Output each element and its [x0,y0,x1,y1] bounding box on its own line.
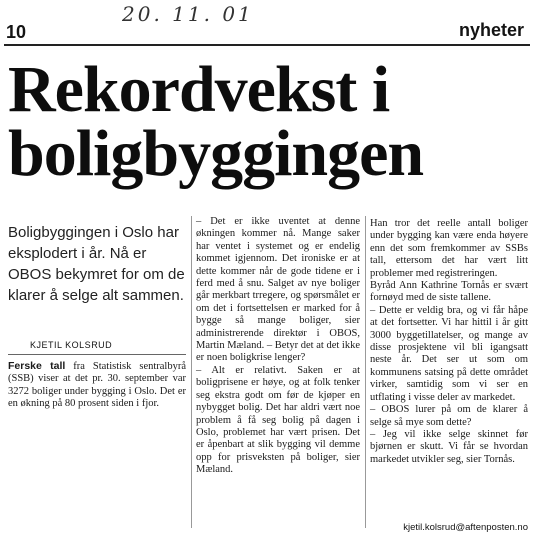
byline-rule [8,354,186,355]
column-3-paragraph-1: Han tror det reelle antall boliger under bygging kan være enda høyere enn det som fremkommer av SSBs tall, ettersom det har vært litt problemer med registreringen. [370,218,528,279]
header-rule [4,44,530,46]
headline-line-2: boligbyggingen [8,117,424,190]
column-2-paragraph-1: – Det er ikke uventet at denne økningen kommer nå. Mange saker har ventet i systemet og er endelig kommet igjennom. Det ironiske er at dette kommer når de gode tidene er i ferd med å snu. Salget av nye boliger går merkbart trregere, og spørsmålet er om det i fortsettelsen er marked for å bygge så mange boliger, sier administrerende direktør i OBOS, Martin Mæland. – Betyr det at det ikke er noen boligkrise lenger? [196,216,360,364]
section-name: nyheter [458,20,524,40]
column-3 [370,218,528,466]
lead-in: Ferske tall [8,360,66,372]
column-2-paragraph-2: – Alt er relativt. Saken er at boligprisene er høye, og at folk tenker seg ekstra godt om før de kjøper en nybygget bolig. Det har aldri vært noe problem å få seg bolig på dagen i Oslo, problemet har vært prisen. Det er åpenbart at slik bygging vil demme opp for prisveksten på boliger, sier Mæland. [196,364,360,476]
column-divider [191,216,192,528]
page-number: 10 [6,22,27,42]
column-3-paragraph-3: – Dette er veldig bra, og vi får håpe at det fortsetter. Vi har hittil i år gitt 3000 byggetillatelser, og mange av disse prosjektene vil bli igangsatt neste år. Det ser ut som om kommunens satsing på dette området virker, samtidig som vi ser en utflating i visse deler av markedet. [370,304,528,403]
byline: KJETIL KOLSRUD [30,340,113,350]
headline-line-1: Rekordvekst i [8,53,390,126]
ingress: Boligbyggingen i Oslo har eksplodert i år. Nå er OBOS bekymret for om de klarer å selge alt sammen. [8,224,185,304]
column-3-paragraph-2: Byråd Ann Kathrine Tornås er svært fornøyd med de siste tallene. [370,280,528,304]
column-3-paragraph-5: – Jeg vil ikke selge skinnet før bjørnen er skutt. Vi får se hvordan markedet utvikler seg, sier Tornås. [370,428,528,465]
column-2 [196,216,360,477]
column-1 [8,360,186,411]
headline [8,53,530,190]
column-divider [365,216,366,528]
author-email: kjetil.kolsrud@aftenposten.no [403,522,528,533]
column-3-paragraph-4: – OBOS lurer på om de klarer å selge så mye som dette? [370,404,528,428]
handwritten-date: 20. 11. 01 [122,2,254,26]
column-1-paragraph [8,360,186,411]
column-1-text: fra Statistisk sentralbyrå (SSB) viser at det pr. 30. september var 3272 boliger under bygging i Oslo. Det er en økning på 80 prosent siden i fjor. [8,361,186,410]
